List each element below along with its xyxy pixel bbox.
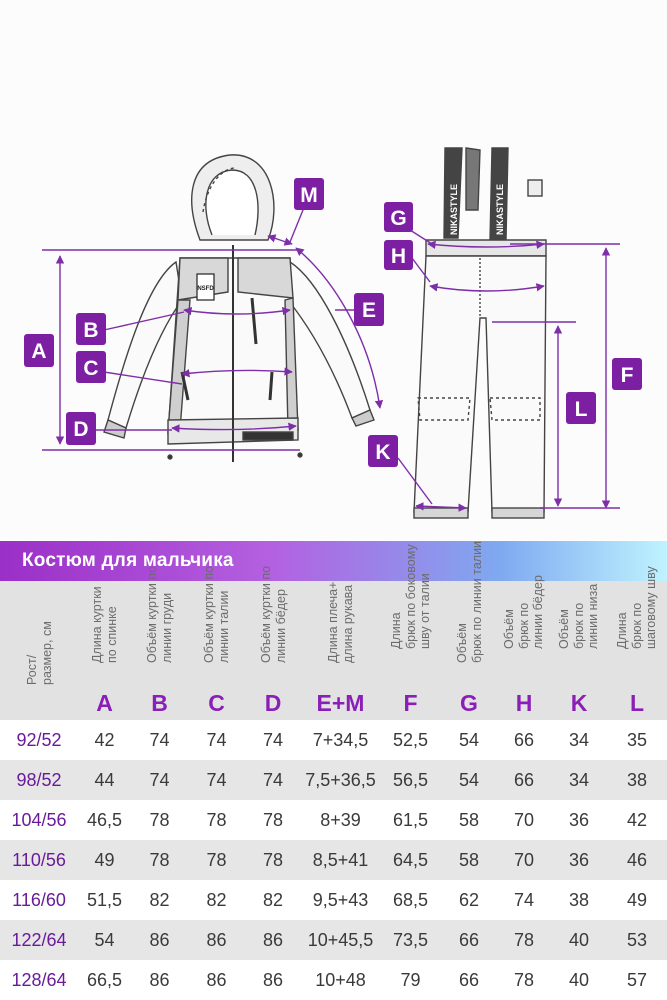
size-cell: 98/52 — [16, 770, 62, 790]
value-cell: 46 — [626, 850, 648, 870]
value-cell: 10+45,5 — [307, 930, 374, 950]
svg-text:L: L — [574, 398, 588, 421]
marker-G — [384, 202, 413, 232]
header-cell-a — [78, 581, 131, 720]
value-cell: 82 — [262, 890, 284, 910]
value-cell: 42 — [94, 730, 115, 750]
header-code: F — [403, 690, 418, 716]
value-cell: 86 — [262, 930, 284, 950]
value-cell: 58 — [458, 850, 480, 870]
marker-K — [368, 435, 398, 467]
header-label: Длина брюк по боковому шву от талии — [388, 543, 432, 649]
value-cell: 66 — [458, 970, 480, 990]
svg-text:G: G — [390, 207, 407, 230]
header-cell-h — [497, 574, 551, 720]
value-cell: 79 — [400, 970, 421, 990]
badge-text: NSFD — [197, 286, 214, 292]
value-cell: 74 — [513, 890, 535, 910]
value-cell: 82 — [206, 890, 227, 910]
value-cell: 66,5 — [86, 970, 123, 990]
size-cell: 104/56 — [11, 810, 67, 830]
value-cell: 78 — [513, 930, 535, 950]
size-cell: 128/64 — [11, 970, 67, 990]
value-cell: 66 — [458, 930, 480, 950]
value-cell: 74 — [262, 770, 284, 790]
svg-text:M: M — [300, 184, 318, 207]
header-code: K — [570, 690, 588, 716]
header-label: Объём куртки по линии груди — [145, 565, 174, 663]
header-cell-em — [301, 581, 380, 720]
value-cell: 78 — [262, 810, 284, 830]
value-cell: 62 — [458, 890, 480, 910]
svg-text:F: F — [620, 364, 634, 387]
table-row — [0, 720, 667, 760]
header-cell-height — [0, 581, 78, 720]
value-cell: 54 — [94, 930, 115, 950]
value-cell: 66 — [513, 770, 535, 790]
value-cell: 36 — [568, 850, 590, 870]
value-cell: 40 — [568, 970, 590, 990]
header-label: Объём куртки по линии бёдер — [258, 565, 287, 663]
svg-text:B: B — [83, 319, 99, 342]
value-cell: 54 — [458, 730, 480, 750]
value-cell: 36 — [568, 810, 590, 830]
marker-B — [76, 313, 106, 345]
value-cell: 42 — [626, 810, 648, 830]
value-cell: 44 — [94, 770, 115, 790]
value-cell: 74 — [149, 730, 170, 750]
suspender-text-left: NIKASTYLE — [449, 183, 459, 235]
header-label: Длина куртки по спинке — [90, 586, 119, 663]
value-cell: 7,5+36,5 — [305, 770, 376, 790]
value-cell: 51,5 — [86, 890, 123, 910]
header-label: Длина плеча+ длина рукава — [326, 581, 355, 663]
header-label: Длина брюк по шаговому шву — [615, 565, 659, 649]
page-title: Костюм для мальчика — [22, 550, 234, 571]
value-cell: 82 — [149, 890, 170, 910]
jacket-drawing — [104, 155, 377, 462]
value-cell: 9,5+43 — [312, 890, 369, 910]
table-row — [0, 960, 667, 1000]
value-cell: 66 — [513, 730, 535, 750]
header-cell-g — [441, 540, 497, 720]
header-cell-c — [188, 565, 245, 720]
value-cell: 74 — [262, 730, 284, 750]
marker-L — [566, 392, 596, 424]
value-cell: 86 — [149, 930, 170, 950]
table-row — [0, 760, 667, 800]
header-cell-f — [380, 543, 441, 720]
value-cell: 78 — [262, 850, 284, 870]
value-cell: 86 — [206, 930, 227, 950]
marker-M — [294, 178, 324, 210]
value-cell: 46,5 — [86, 810, 123, 830]
value-cell: 58 — [458, 810, 480, 830]
header-cell-k — [551, 581, 607, 720]
header-label: Объём брюк по линии низа — [557, 583, 601, 649]
value-cell: 10+48 — [315, 970, 366, 990]
size-cell: 110/56 — [12, 850, 66, 870]
svg-text:C: C — [83, 357, 99, 380]
value-cell: 8,5+41 — [312, 850, 369, 870]
size-cell: 116/60 — [12, 890, 66, 910]
header-label: Объём брюк по линии талии — [454, 540, 483, 663]
value-cell: 86 — [149, 970, 170, 990]
value-cell: 73,5 — [392, 930, 429, 950]
header-cell-d — [245, 565, 301, 720]
table-row — [0, 920, 667, 960]
value-cell: 7+34,5 — [312, 730, 369, 750]
value-cell: 8+39 — [320, 810, 361, 830]
value-cell: 74 — [149, 770, 170, 790]
value-cell: 49 — [626, 890, 648, 910]
value-cell: 70 — [513, 810, 535, 830]
header-cell-b — [131, 565, 188, 720]
header-code: C — [208, 690, 225, 716]
header-cell-l — [607, 565, 667, 720]
svg-text:H: H — [390, 245, 407, 268]
marker-D — [66, 412, 96, 445]
value-cell: 64,5 — [392, 850, 429, 870]
value-cell: 54 — [458, 770, 480, 790]
value-cell: 70 — [513, 850, 535, 870]
marker-E — [354, 293, 384, 326]
value-cell: 40 — [568, 930, 590, 950]
marker-F — [612, 358, 642, 390]
header-code: A — [96, 690, 113, 716]
header-label-height: Рост/ размер, см — [24, 621, 53, 685]
header-code: E+M — [316, 690, 365, 716]
svg-text:E: E — [361, 299, 377, 322]
value-cell: 57 — [626, 970, 648, 990]
marker-H — [384, 240, 413, 270]
value-cell: 34 — [568, 770, 590, 790]
value-cell: 78 — [206, 810, 227, 830]
table-row — [0, 880, 667, 920]
size-cell: 122/64 — [11, 930, 67, 950]
size-cell: 92/52 — [16, 730, 62, 750]
value-cell: 78 — [149, 810, 170, 830]
value-cell: 68,5 — [392, 890, 429, 910]
header-code: H — [515, 690, 533, 716]
header-code: G — [460, 690, 478, 716]
title-bar — [0, 541, 667, 581]
value-cell: 78 — [513, 970, 535, 990]
value-cell: 74 — [206, 770, 227, 790]
jacket-badge — [197, 274, 214, 300]
value-cell: 74 — [206, 730, 227, 750]
marker-A — [24, 334, 54, 367]
header-code: D — [264, 690, 282, 716]
header-label: Объём брюк по линии бёдер — [502, 574, 546, 649]
header-label: Объём куртки по линии талии — [202, 565, 231, 663]
table-row — [0, 840, 667, 880]
value-cell: 86 — [206, 970, 227, 990]
header-code: B — [151, 690, 168, 716]
header-code: L — [629, 690, 645, 716]
svg-text:A: A — [31, 340, 47, 363]
value-cell: 52,5 — [392, 730, 429, 750]
svg-text:D: D — [73, 418, 89, 441]
suspender-text-right: NIKASTYLE — [495, 183, 505, 235]
value-cell: 53 — [626, 930, 648, 950]
svg-text:K: K — [375, 441, 391, 464]
trousers-drawing — [414, 148, 546, 518]
value-cell: 38 — [568, 890, 590, 910]
marker-C — [76, 351, 106, 383]
value-cell: 86 — [262, 970, 284, 990]
value-cell: 35 — [626, 730, 648, 750]
value-cell: 78 — [206, 850, 227, 870]
table-row — [0, 800, 667, 840]
value-cell: 61,5 — [392, 810, 429, 830]
value-cell: 49 — [94, 850, 115, 870]
value-cell: 38 — [626, 770, 648, 790]
value-cell: 34 — [568, 730, 590, 750]
value-cell: 56,5 — [392, 770, 429, 790]
value-cell: 78 — [149, 850, 170, 870]
